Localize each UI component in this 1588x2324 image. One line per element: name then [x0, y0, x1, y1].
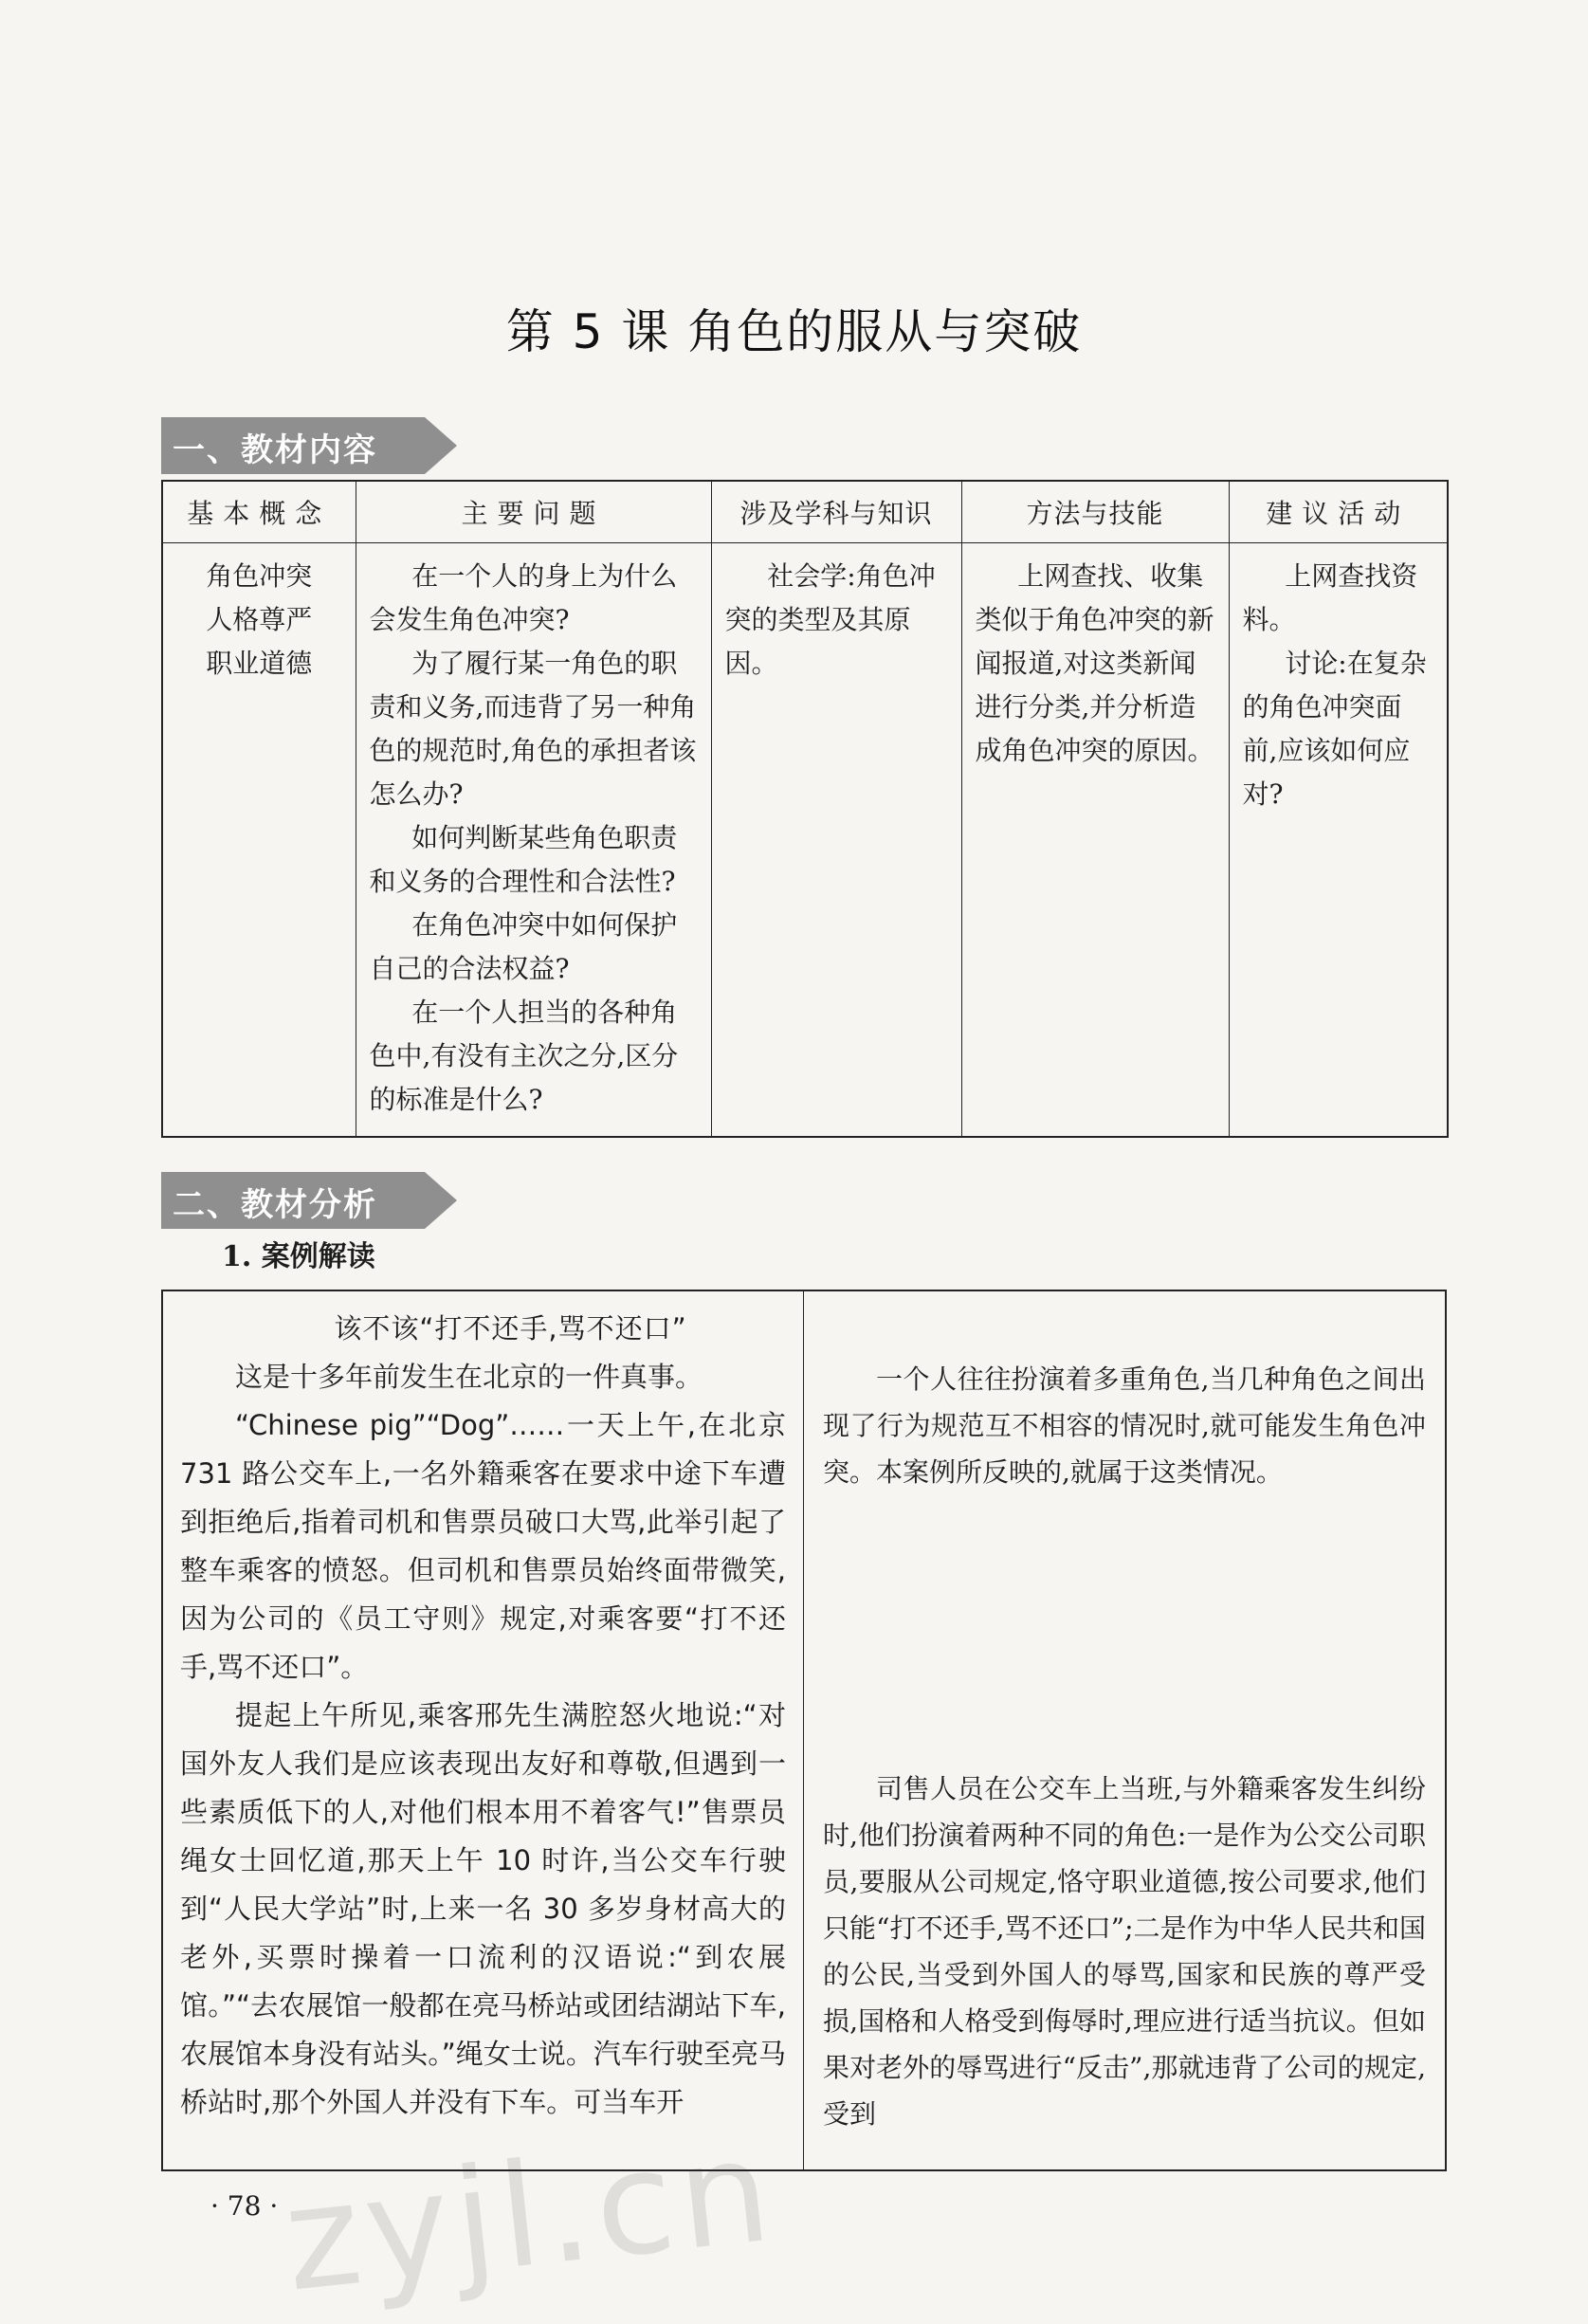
case-paragraph: 提起上午所见,乘客邢先生满腔怒火地说:“对国外友人我们是应该表现出友好和尊敬,但遇到一些素质低下的人,对他们根本用不着客气!”售票员绳女士回忆道,那天上午 10 时许,当公交车行驶到“人民大学站”时,上来一名 30 多岁身材高大的老外,买票时操着一口流利的汉语说:“到农展馆。”“去农展馆一般都在亮马桥站或团结湖站下车,农展馆本身没有站头。”绳女士说。汽车行驶至亮马桥站时,那个外国人并没有下车。可当车开	[180, 1699, 786, 2118]
concept-item: 职业道德	[206, 648, 313, 679]
lesson-title: 第 5 课 角色的服从与突破	[505, 304, 1083, 359]
cell-methods	[961, 543, 1229, 1138]
cell-concepts	[162, 543, 356, 1138]
case-paragraph: 这是十多年前发生在北京的一件真事。	[235, 1361, 703, 1393]
cell-questions	[356, 543, 711, 1138]
header-questions: 主要问题	[356, 481, 711, 543]
table-header-row	[162, 481, 1448, 543]
question-item: 如何判断某些角色职责和义务的合理性和合法性?	[369, 822, 678, 897]
watermark: zyjl.cn	[277, 2108, 783, 2324]
case-paragraph: “Chinese pig”“Dog”……一天上午,在北京 731 路公交车上,一名外籍乘客在要求中途下车遭到拒绝后,指着司机和售票员破口大骂,此举引起了整车乘客的愤怒。但司机和售票员始终面带微笑,因为公司的《员工守则》规定,对乘客要“打不还手,骂不还口”。	[180, 1409, 786, 1683]
case-title: 该不该“打不还手,骂不还口”	[334, 1312, 687, 1345]
methods-text: 上网查找、收集类似于角色冲突的新闻报道,对这类新闻进行分类,并分析造成角色冲突的原因。	[975, 560, 1214, 766]
header-concepts: 基本概念	[162, 481, 356, 543]
page-number: · 78 ·	[210, 2190, 279, 2222]
header-methods: 方法与技能	[961, 481, 1229, 543]
question-item: 在一个人担当的各种角色中,有没有主次之分,区分的标准是什么?	[369, 997, 679, 1115]
header-subjects: 涉及学科与知识	[711, 481, 961, 543]
cell-activities	[1229, 543, 1448, 1138]
subjects-text: 社会学:角色冲突的类型及其原因。	[724, 560, 936, 679]
table-row	[162, 543, 1448, 1138]
header-activities: 建议活动	[1229, 481, 1448, 543]
case-study-heading: 1. 案例解读	[222, 1240, 375, 1273]
case-text-column	[163, 1291, 804, 2169]
activity-item: 讨论:在复杂的角色冲突面前,应该如何应对?	[1242, 648, 1427, 810]
concept-item: 人格尊严	[206, 604, 313, 635]
activity-item: 上网查找资料。	[1242, 560, 1418, 635]
section-banner-analysis	[161, 1172, 457, 1229]
question-item: 在一个人的身上为什么会发生角色冲突?	[369, 560, 678, 635]
commentary-paragraph: 司售人员在公交车上当班,与外籍乘客发生纠纷时,他们扮演着两种不同的角色:一是作为公交公司职员,要服从公司规定,恪守职业道德,按公司要求,他们只能“打不还手,骂不还口”;二是作为中华人民共和国的公民,当受到外国人的辱骂,国家和民族的尊严受损,国格和人格受到侮辱时,理应进行适当抗议。但如果对老外的辱骂进行“反击”,那就违背了公司的规定,受到	[823, 1773, 1426, 2130]
section-title-materials: 一、教材内容	[173, 431, 377, 469]
case-analysis-box	[161, 1290, 1447, 2171]
teaching-content-table	[161, 480, 1449, 1138]
commentary-column	[804, 1291, 1445, 2169]
concept-item: 角色冲突	[206, 560, 313, 592]
commentary-paragraph: 一个人往往扮演着多重角色,当几种角色之间出现了行为规范互不相容的情况时,就可能发生角色冲突。本案例所反映的,就属于这类情况。	[823, 1363, 1426, 1488]
question-item: 为了履行某一角色的职责和义务,而违背了另一种角色的规范时,角色的承担者该怎么办?	[369, 648, 697, 810]
section-title-analysis: 二、教材分析	[173, 1186, 377, 1224]
question-item: 在角色冲突中如何保护自己的合法权益?	[369, 909, 678, 984]
cell-subjects	[711, 543, 961, 1138]
section-banner-materials	[161, 417, 457, 474]
